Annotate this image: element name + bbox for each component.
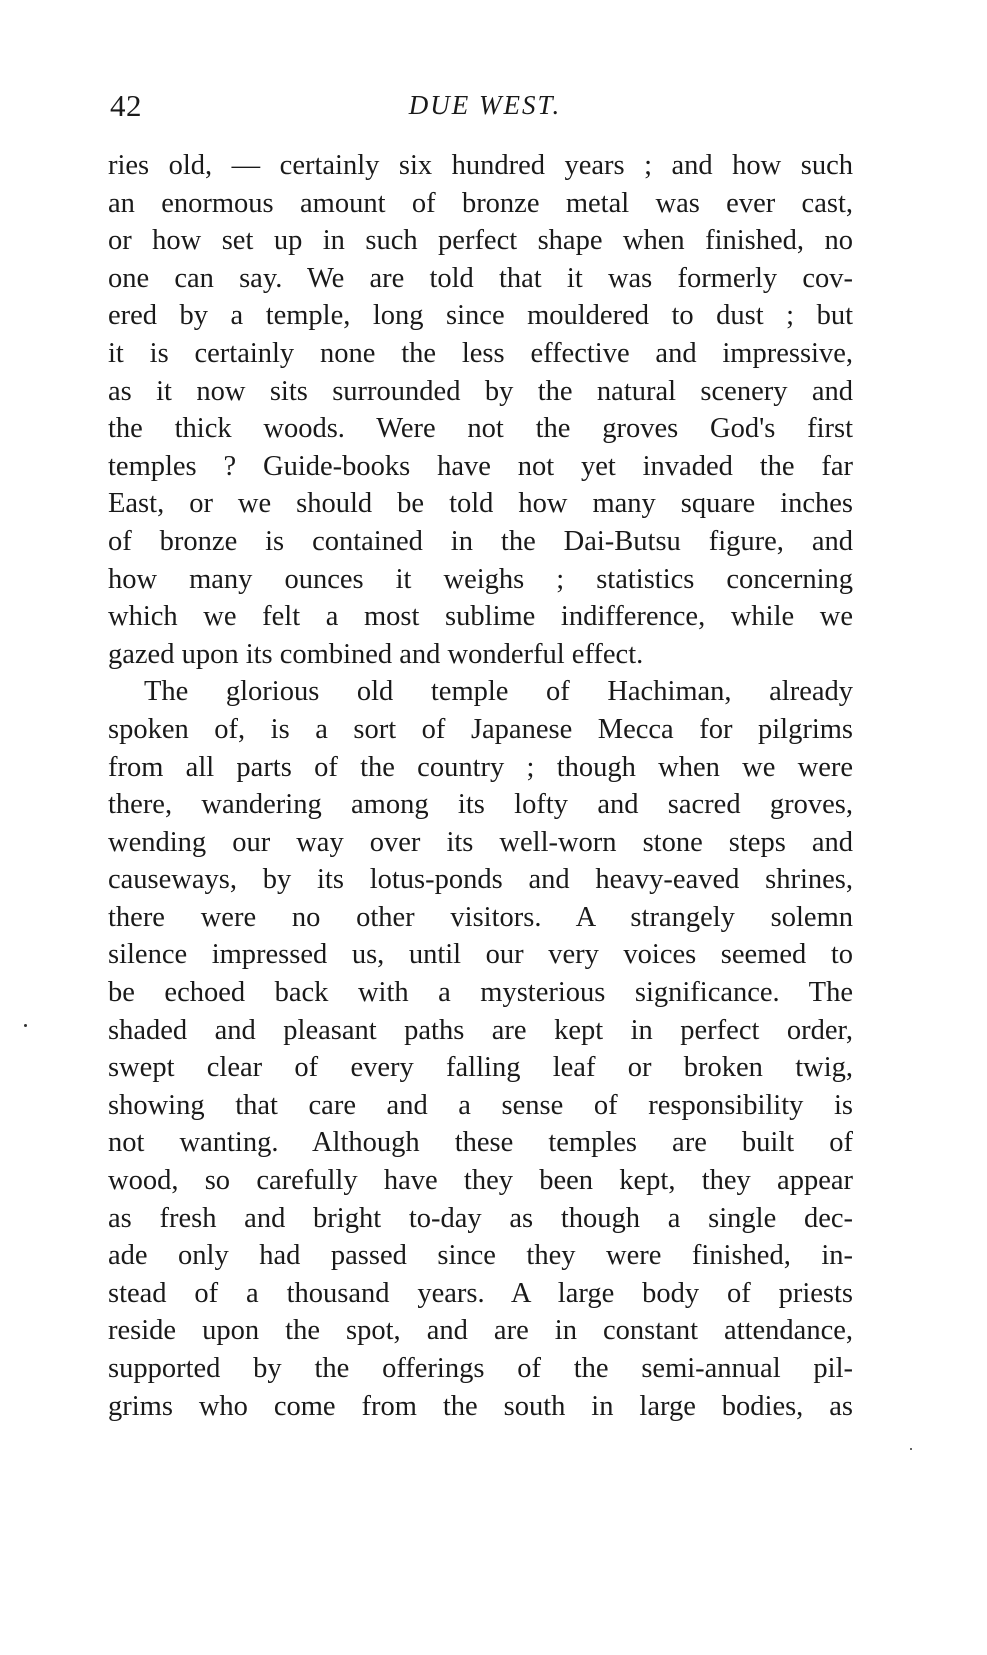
paragraph-1 — [108, 147, 853, 673]
text-line: shaded and pleasant paths are kept in perfect order, — [108, 1014, 853, 1046]
text-line: The glorious old temple of Hachiman, already — [144, 676, 853, 708]
text-line: from all parts of the country ; though when we were — [108, 751, 853, 783]
text-line: ade only had passed since they were finished, in- — [108, 1240, 853, 1272]
text-line: there, wandering among its lofty and sacred groves, — [108, 789, 853, 821]
running-head: DUE WEST. — [408, 90, 562, 120]
text-line: be echoed back with a mysterious significance. The — [108, 977, 853, 1009]
text-line: spoken of, is a sort of Japanese Mecca for pilgrims — [108, 713, 853, 745]
text-line: as it now sits surrounded by the natural scenery and — [108, 375, 853, 407]
text-line: one can say. We are told that it was formerly cov- — [108, 262, 853, 294]
text-line: it is certainly none the less effective and impressive, — [108, 337, 853, 369]
page-header — [110, 88, 860, 128]
text-line: which we felt a most sublime indifference, while we — [108, 601, 853, 633]
text-line: or how set up in such perfect shape when finished, no — [108, 225, 853, 257]
text-line: wending our way over its well-worn stone steps and — [108, 826, 853, 858]
text-line: causeways, by its lotus-ponds and heavy-eaved shrines, — [108, 864, 853, 896]
text-line: gazed upon its combined and wonderful effect. — [108, 638, 644, 670]
text-line: supported by the offerings of the semi-annual pil- — [108, 1353, 853, 1384]
text-line: ries old, — certainly six hundred years ; and how such — [108, 150, 853, 181]
text-line: as fresh and bright to-day as though a single dec- — [108, 1202, 853, 1234]
text-line: showing that care and a sense of responsibility is — [108, 1089, 853, 1121]
text-line: grims who come from the south in large bodies, as — [108, 1390, 853, 1422]
text-line: stead of a thousand years. A large body of priests — [108, 1277, 853, 1309]
text-line: reside upon the spot, and are in constant attendance, — [108, 1315, 853, 1347]
text-line: the thick woods. Were not the groves God's first — [108, 413, 853, 445]
text-line: ered by a temple, long since mouldered to dust ; but — [108, 300, 853, 332]
text-line: temples ? Guide-books have not yet invaded the far — [108, 450, 853, 482]
text-line: there were no other visitors. A strangely solemn — [108, 901, 853, 933]
body-text — [108, 147, 853, 1425]
text-line: an enormous amount of bronze metal was ever cast, — [108, 187, 853, 219]
text-line: not wanting. Although these temples are built of — [108, 1127, 853, 1159]
paragraph-2 — [108, 673, 853, 1425]
scan-speck — [24, 1024, 27, 1027]
text-line: how many ounces it weighs ; statistics concerning — [108, 563, 853, 595]
text-line: swept clear of every falling leaf or broken twig, — [108, 1052, 853, 1084]
page-number: 42 — [110, 88, 142, 123]
scan-speck — [910, 1448, 912, 1450]
text-line: wood, so carefully have they been kept, they appear — [108, 1165, 853, 1197]
text-line: of bronze is contained in the Dai-Butsu figure, and — [108, 525, 853, 557]
text-line: East, or we should be told how many square inches — [108, 488, 853, 520]
text-line: silence impressed us, until our very voices seemed to — [108, 939, 853, 971]
